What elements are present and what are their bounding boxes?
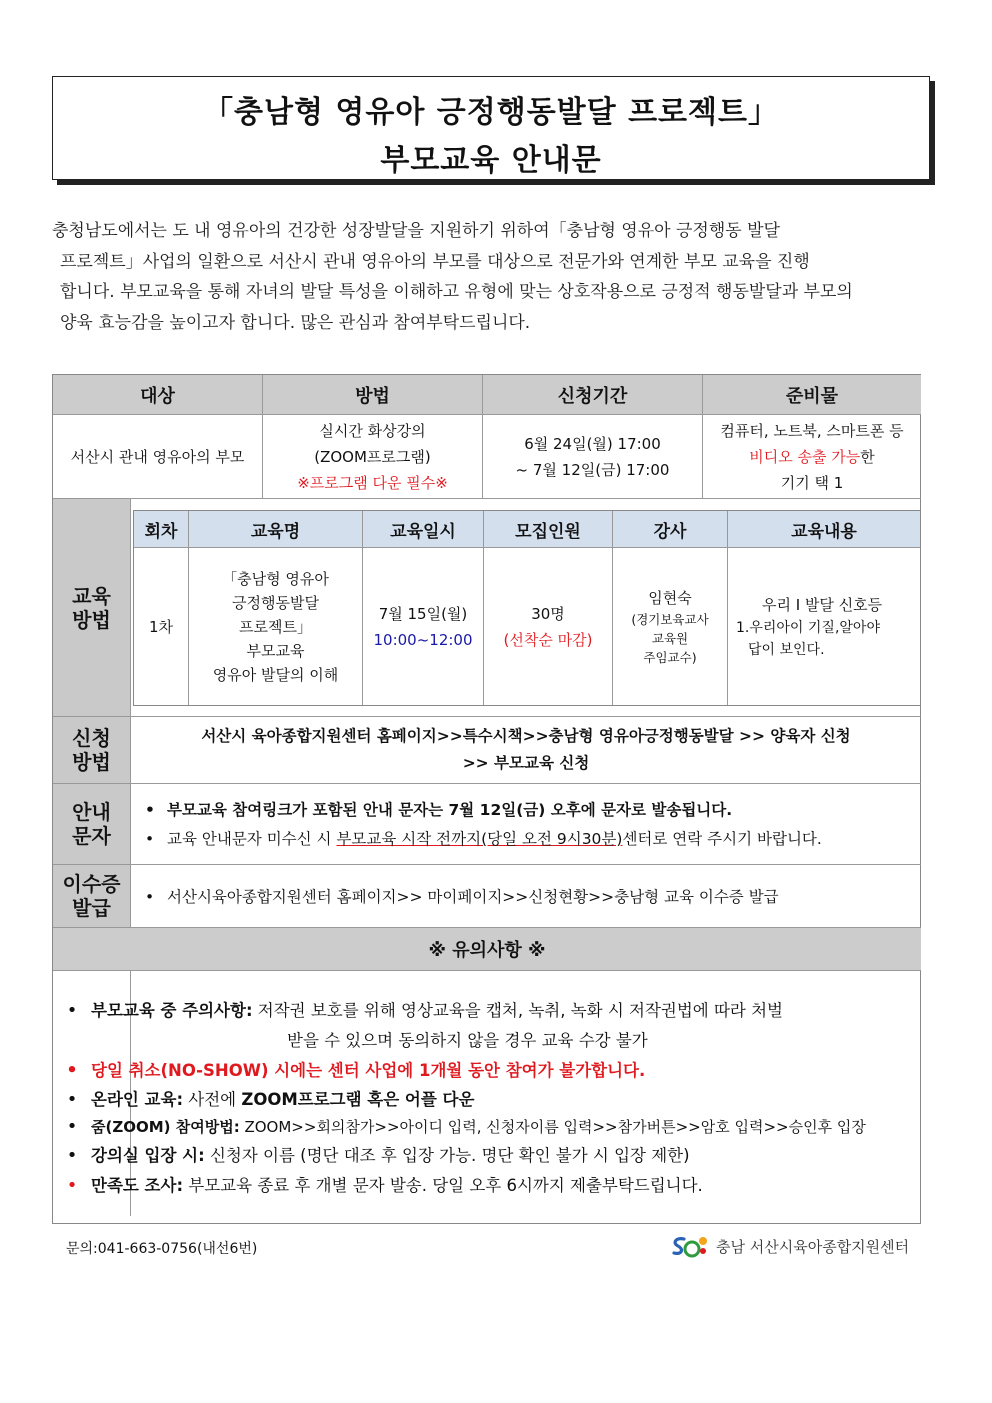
side-label-line: 신청	[72, 726, 111, 750]
header-period: 신청기간	[483, 375, 702, 414]
notice-bullet-text: 센터로 연락 주시기 바랍니다.	[622, 830, 822, 848]
course-instructor	[613, 548, 727, 705]
apply-path-line: 서산시 육아종합지원센터 홈페이지>>특수시책>>충남형 영유아긍정행동발달 >> 양육자 신청	[201, 727, 851, 745]
method-line: (ZOOM프로그램)	[314, 447, 431, 466]
content-title: 우리 I 발달 신호등	[762, 595, 883, 614]
course-name-line: 「충남형 영유아	[222, 569, 329, 588]
method-line: 실시간 화상강의	[319, 421, 426, 440]
side-label-line: 발급	[72, 896, 111, 920]
header-supplies: 준비물	[703, 375, 921, 414]
col-instructor: 강사	[613, 511, 727, 547]
method-warning: ※프로그램 다운 필수※	[297, 473, 448, 492]
caution-header: ※ 유의사항 ※	[53, 928, 921, 970]
content-line: 1.우리아이 기질,알아야	[736, 619, 880, 636]
capacity-value: 30명	[531, 604, 565, 623]
supplies-value	[703, 415, 921, 498]
course-time: 10:00~12:00	[373, 630, 473, 649]
course-name-line: 부모교육	[246, 641, 305, 660]
notice-side-label	[53, 784, 130, 864]
supplies-line: 기기 택 1	[780, 473, 844, 492]
supplies-line: 컴퓨터, 노트북, 스마트폰 등	[720, 421, 904, 440]
course-name-line: 프로젝트」	[239, 617, 312, 636]
supplies-highlight: 비디오 송출 가능	[749, 447, 861, 466]
caution-item: • 당일 취소(NO-SHOW) 시에는 센터 사업에 1개월 동안 참여가 불가합니다.	[66, 1060, 646, 1081]
certificate-bullet: • 서산시육아종합지원센터 홈페이지>> 마이페이지>>신청현황>>충남형 교육 이수증 발급	[145, 888, 779, 906]
header-target: 대상	[53, 375, 262, 414]
caution-item: • 온라인 교육: 사전에 ZOOM프로그램 혹은 어플 다운	[66, 1089, 475, 1110]
apply-side-label	[53, 717, 130, 783]
side-label-line: 문자	[72, 824, 111, 848]
header-method: 방법	[263, 375, 482, 414]
side-label-line: 이수증	[62, 872, 121, 896]
caution-item-cont: 받을 수 있으며 동의하지 않을 경우 교육 수강 불가	[287, 1031, 648, 1050]
caution-item: • 만족도 조사: 부모교육 종료 후 개별 문자 발송. 당일 오후 6시까지 제출부탁드립니다.	[66, 1175, 703, 1196]
side-label-line: 교육	[72, 583, 111, 608]
certificate-side-label	[53, 865, 130, 927]
education-inner-table	[133, 510, 921, 706]
caution-text: 사전에	[183, 1090, 242, 1109]
caution-label: 줌(ZOOM) 참여방법:	[91, 1118, 240, 1136]
period-start: 6월 24일(월) 17:00	[524, 434, 661, 453]
instructor-detail: 교육원	[651, 631, 689, 646]
logo-icon	[670, 1233, 710, 1259]
page-title: 「충남형 영유아 긍정행동발달 프로젝트」	[202, 95, 779, 130]
caution-text: ZOOM>>회의참가>>아이디 입력, 신청자이름 입력>>참가버튼>>암호 입력>>승인후 입장	[239, 1118, 866, 1136]
course-capacity	[484, 548, 612, 705]
notice-bullet-text: 교육 안내문자 미수신 시	[167, 830, 337, 848]
session-value: 1차	[148, 617, 174, 636]
caution-item: • 줌(ZOOM) 참여방법: ZOOM>>회의참가>>아이디 입력, 신청자이름 입력>>참가버튼>>암호 입력>>승인후 입장	[66, 1116, 866, 1137]
caution-item: • 부모교육 중 주의사항: 저작권 보호를 위해 영상교육을 캡처, 녹취, 녹화 시 저작권법에 따라 처벌	[66, 1000, 783, 1021]
caution-label: 온라인 교육:	[91, 1090, 184, 1109]
course-content	[728, 548, 920, 705]
course-name-line: 영유아 발달의 이해	[212, 665, 339, 684]
col-content: 교육내용	[728, 511, 920, 547]
notice-underlined: 부모교육 시작 전까지(당일 오전 9시30분)	[336, 830, 623, 848]
contact-info: 문의:041-663-0756(내선6번)	[66, 1241, 258, 1257]
intro-paragraph	[52, 216, 942, 338]
apply-path-line: >> 부모교육 신청	[462, 754, 590, 772]
caution-label: 부모교육 중 주의사항:	[91, 1001, 253, 1020]
intro-line: 양육 효능감을 높이고자 합니다. 많은 관심과 참여부탁드립니다.	[60, 312, 531, 333]
method-value	[263, 415, 482, 498]
caution-label: ZOOM프로그램 혹은 어플 다운	[241, 1090, 475, 1109]
side-label-line: 방법	[72, 607, 111, 632]
side-label-line: 방법	[72, 750, 111, 774]
caution-text: 저작권 보호를 위해 영상교육을 캡처, 녹취, 녹화 시 저작권법에 따라 처벌	[252, 1001, 783, 1020]
course-datetime	[363, 548, 483, 705]
instructor-detail: 주임교수)	[643, 650, 697, 665]
notice-bullet: • 부모교육 참여링크가 포함된 안내 문자는 7월 12일(금) 오후에 문자로 발송됩니다.	[145, 801, 733, 819]
instructor-name: 임현숙	[648, 589, 692, 607]
supplies-suffix: 한	[860, 447, 875, 466]
apply-path	[131, 717, 921, 783]
caution-text: 부모교육 종료 후 개별 문자 발송. 당일 오후 6시까지 제출부탁드립니다.	[183, 1176, 703, 1195]
course-name-line: 긍정행동발달	[232, 593, 319, 612]
instructor-detail: (경기보육교사	[631, 612, 709, 627]
certificate-bullet-text: 서산시육아종합지원센터 홈페이지>> 마이페이지>>신청현황>>충남형 교육 이수증 발급	[167, 888, 779, 906]
period-end: ~ 7월 12일(금) 17:00	[515, 460, 670, 479]
target-value: 서산시 관내 영유아의 부모	[70, 447, 245, 466]
content-line: 답이 보인다.	[748, 641, 825, 658]
capacity-note: (선착순 마감)	[503, 630, 593, 649]
caution-label: 만족도 조사:	[91, 1176, 184, 1195]
intro-line: 합니다. 부모교육을 통해 자녀의 발달 특성을 이해하고 유형에 맞는 상호작용으로 긍정적 행동발달과 부모의	[60, 282, 853, 302]
title-box	[52, 76, 930, 180]
col-capacity: 모집인원	[484, 511, 612, 547]
col-name: 교육명	[189, 511, 362, 547]
org-logo	[670, 1232, 930, 1260]
page-subtitle: 부모교육 안내문	[380, 143, 602, 178]
course-date: 7월 15일(월)	[378, 604, 468, 623]
notice-bullet-text: 부모교육 참여링크가 포함된 안내 문자는 7월 12일(금) 오후에 문자로 발송됩니다.	[167, 801, 733, 819]
course-name	[189, 548, 362, 705]
period-value	[483, 415, 702, 498]
org-name: 충남 서산시육아종합지원센터	[716, 1237, 910, 1256]
info-table	[52, 374, 921, 1224]
col-session: 회차	[134, 511, 188, 547]
intro-line: 충청남도에서는 도 내 영유아의 건강한 성장발달을 지원하기 위하여「충남형 영유아 긍정행동 발달	[52, 221, 780, 241]
caution-text: 당일 취소(NO-SHOW) 시에는 센터 사업에 1개월 동안 참여가 불가합니다.	[91, 1061, 646, 1080]
col-datetime: 교육일시	[363, 511, 483, 547]
caution-text: 신청자 이름 (명단 대조 후 입장 가능. 명단 확인 불가 시 입장 제한)	[204, 1146, 690, 1165]
notice-bullet: • 교육 안내문자 미수신 시 부모교육 시작 전까지(당일 오전 9시30분)센터로 연락 주시기 바랍니다.	[145, 830, 822, 848]
intro-line: 프로젝트」사업의 일환으로 서산시 관내 영유아의 부모를 대상으로 전문가와 연계한 부모 교육을 진행	[60, 251, 810, 272]
education-side-label	[53, 499, 130, 716]
caution-item: • 강의실 입장 시: 신청자 이름 (명단 대조 후 입장 가능. 명단 확인 불가 시 입장 제한)	[66, 1145, 690, 1166]
caution-label: 강의실 입장 시:	[91, 1146, 205, 1165]
side-label-line: 안내	[72, 800, 111, 824]
